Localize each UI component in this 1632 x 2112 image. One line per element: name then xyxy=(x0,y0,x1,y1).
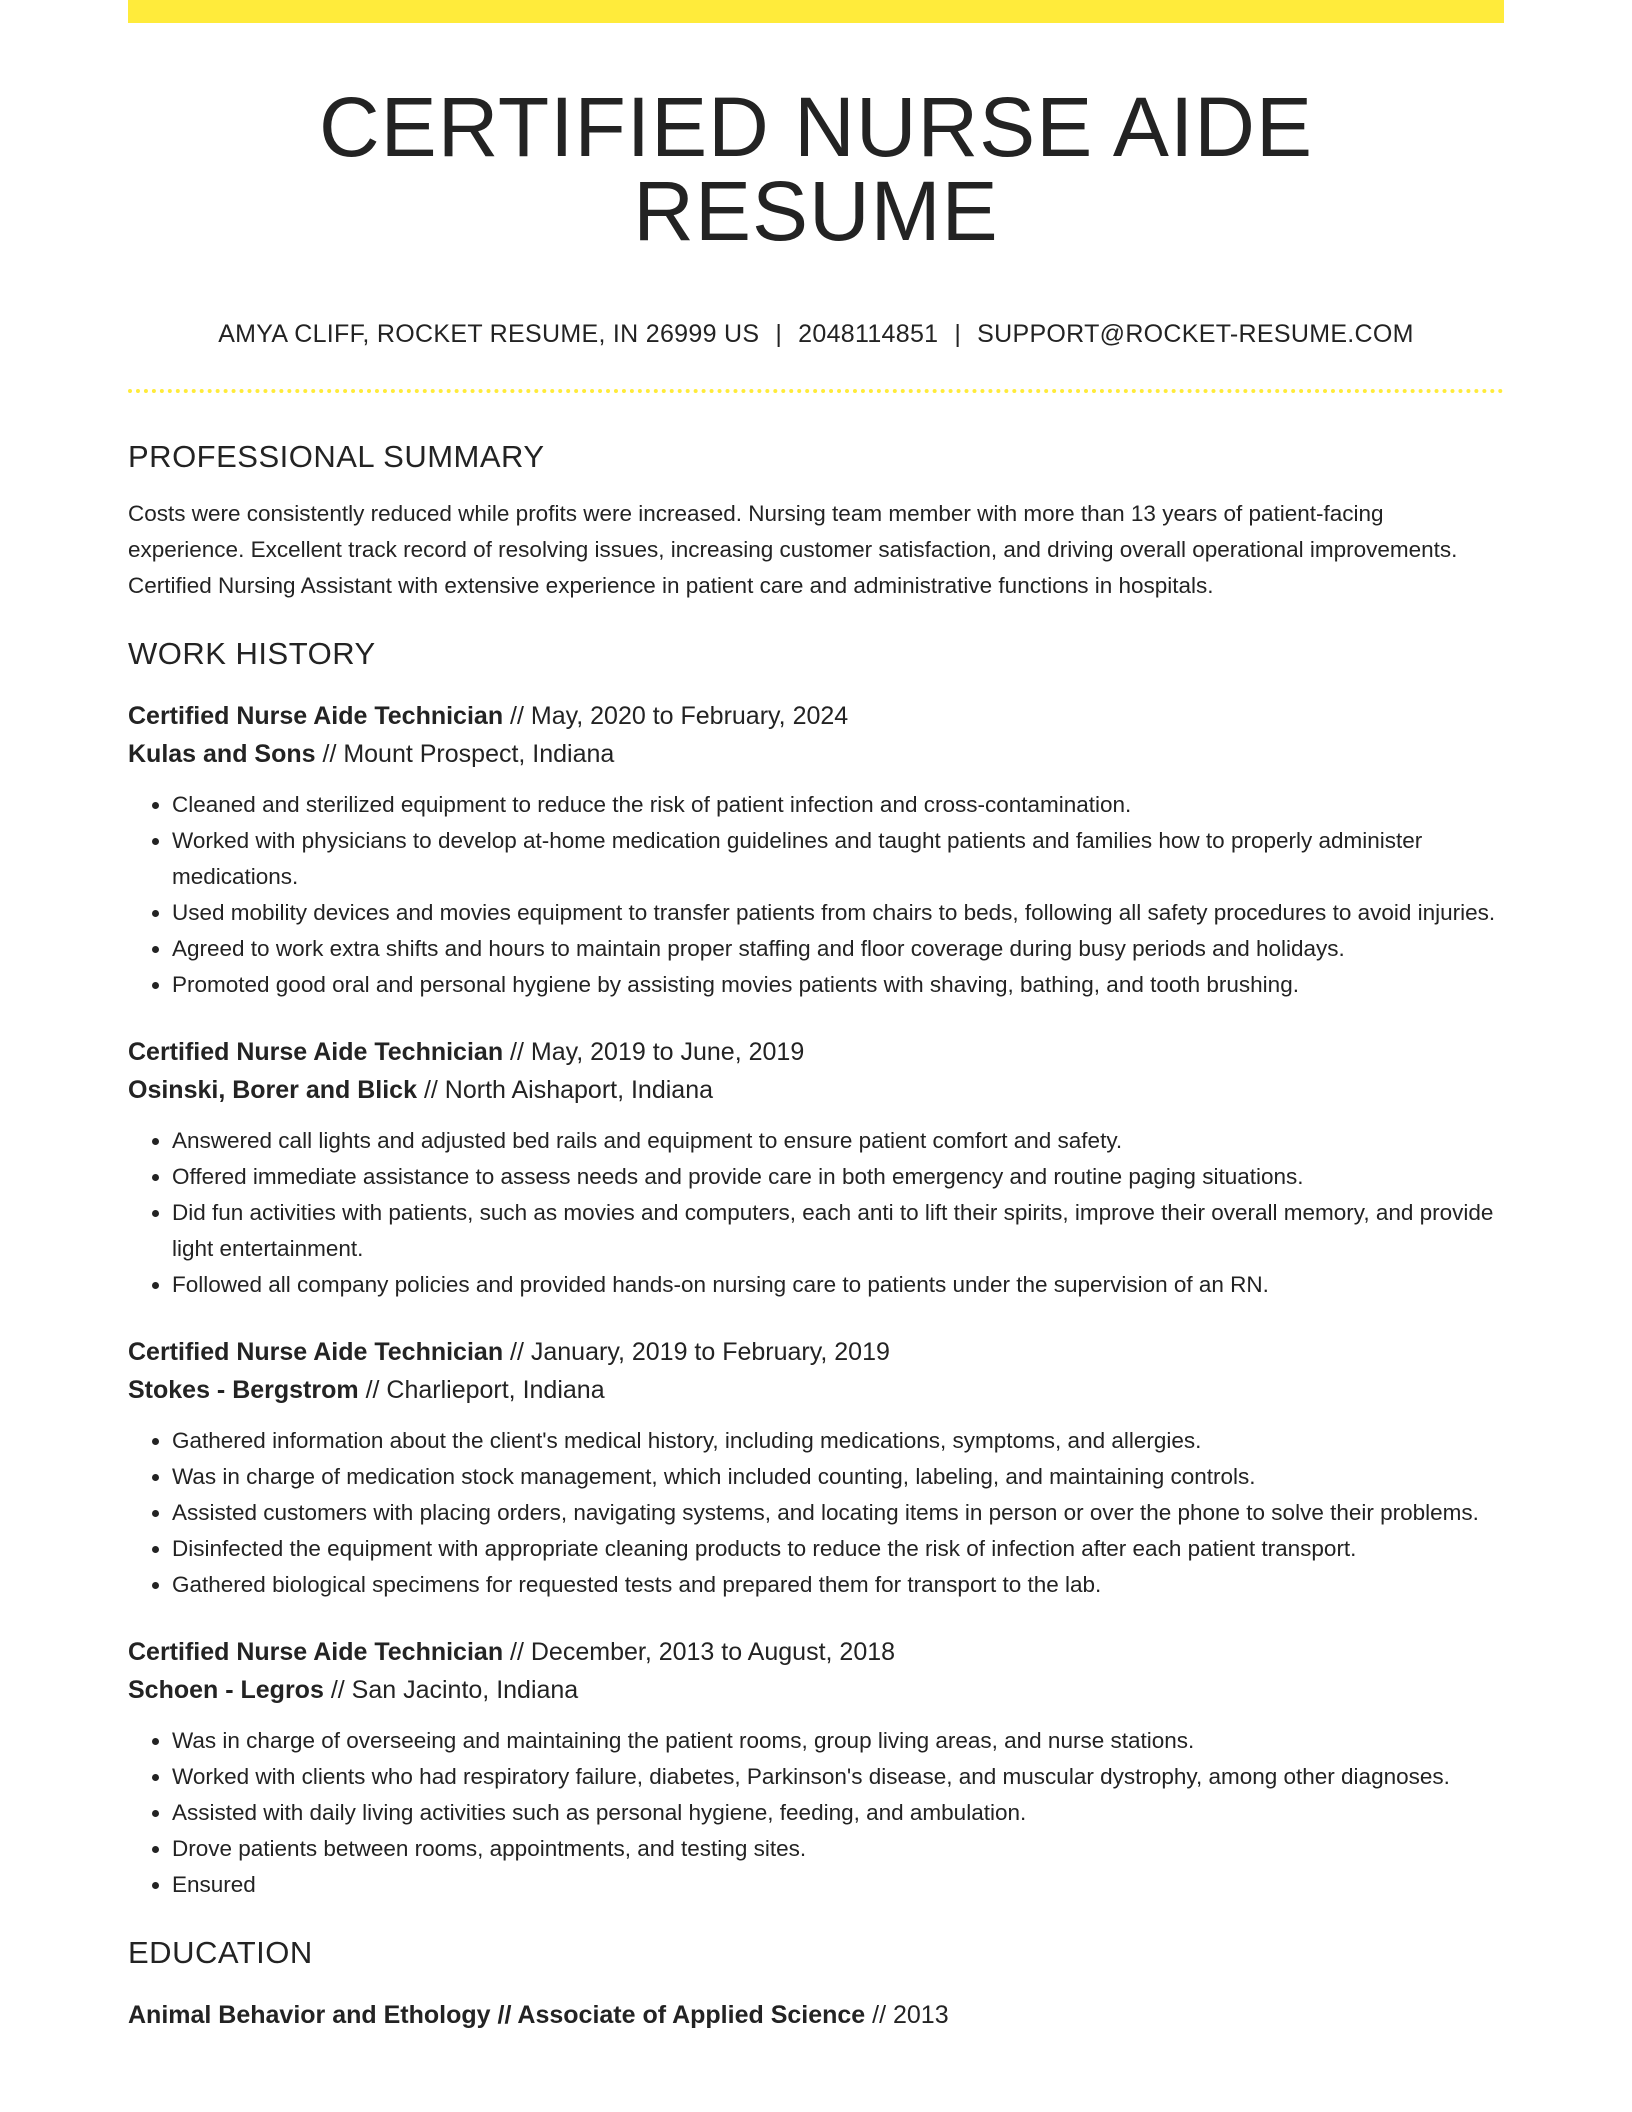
job-duty-item: • Followed all company policies and provided hands-on nursing care to patients under the supervision of an RN. xyxy=(172,1267,1504,1303)
job-duties-list xyxy=(128,1123,1504,1303)
job-company: Osinski, Borer and Blick xyxy=(128,1076,417,1104)
job-entry xyxy=(128,1033,1504,1303)
education-degree: Animal Behavior and Ethology // Associate of Applied Science xyxy=(128,2001,866,2029)
job-dates: // May, 2020 to February, 2024 xyxy=(503,702,849,730)
contact-line xyxy=(128,322,1504,347)
job-company: Kulas and Sons xyxy=(128,740,316,768)
job-company: Schoen - Legros xyxy=(128,1676,324,1704)
job-location: // Mount Prospect, Indiana xyxy=(315,740,615,768)
job-location: // North Aishaport, Indiana xyxy=(417,1076,714,1104)
resume-page xyxy=(128,0,1504,2034)
job-title-line xyxy=(128,697,1504,735)
summary-heading: PROFESSIONAL SUMMARY xyxy=(128,439,545,474)
job-duties-list xyxy=(128,1423,1504,1603)
work-history-list xyxy=(128,697,1504,1903)
job-company-line xyxy=(128,1671,1504,1709)
job-title-line xyxy=(128,1633,1504,1671)
job-duty-item: • Agreed to work extra shifts and hours to maintain proper staffing and floor coverage during busy periods and holidays. xyxy=(172,931,1504,967)
job-dates: // May, 2019 to June, 2019 xyxy=(503,1038,805,1066)
job-company: Stokes - Bergstrom xyxy=(128,1376,359,1404)
job-duties-list xyxy=(128,787,1504,1003)
job-role: Certified Nurse Aide Technician xyxy=(128,702,504,730)
job-location: // San Jacinto, Indiana xyxy=(323,1676,579,1704)
job-entry xyxy=(128,1633,1504,1903)
job-dates: // December, 2013 to August, 2018 xyxy=(503,1638,896,1666)
job-title-line xyxy=(128,1333,1504,1371)
contact-email: SUPPORT@ROCKET-RESUME.COM xyxy=(977,320,1414,348)
job-duty-item: • Promoted good oral and personal hygiene by assisting movies patients with shaving, bathing, and tooth brushing. xyxy=(172,967,1504,1003)
top-accent-bar xyxy=(128,0,1504,23)
job-entry xyxy=(128,697,1504,1003)
job-duty-item: • Was in charge of overseeing and maintaining the patient rooms, group living areas, and nurse stations. xyxy=(172,1723,1504,1759)
job-duty-item: • Assisted customers with placing orders, navigating systems, and locating items in person or over the phone to solve their problems. xyxy=(172,1495,1504,1531)
contact-phone: 2048114851 xyxy=(798,320,939,348)
job-duty-item: • Was in charge of medication stock management, which included counting, labeling, and maintaining controls. xyxy=(172,1459,1504,1495)
contact-separator: | xyxy=(954,320,962,348)
job-company-line xyxy=(128,735,1504,773)
job-duty-item: • Gathered information about the client's medical history, including medications, symptoms, and allergies. xyxy=(172,1423,1504,1459)
job-duty-item: • Gathered biological specimens for requested tests and prepared them for transport to the lab. xyxy=(172,1567,1504,1603)
job-duty-item: • Answered call lights and adjusted bed rails and equipment to ensure patient comfort and safety. xyxy=(172,1123,1504,1159)
education-heading: EDUCATION xyxy=(128,1935,313,1970)
job-duty-item: • Assisted with daily living activities such as personal hygiene, feeding, and ambulation. xyxy=(172,1795,1504,1831)
education-year: // 2013 xyxy=(865,2001,949,2029)
job-entry xyxy=(128,1333,1504,1603)
job-duty-item: • Worked with clients who had respiratory failure, diabetes, Parkinson's disease, and muscular dystrophy, among other diagnoses. xyxy=(172,1759,1504,1795)
job-duty-item: • Drove patients between rooms, appointments, and testing sites. xyxy=(172,1831,1504,1867)
job-duty-item: • Used mobility devices and movies equipment to transfer patients from chairs to beds, following all safety procedures to avoid injuries. xyxy=(172,895,1504,931)
job-title-line xyxy=(128,1033,1504,1071)
dotted-divider xyxy=(128,389,1504,393)
job-duty-item: • Worked with physicians to develop at-home medication guidelines and taught patients and families how to properly administer medications. xyxy=(172,823,1504,895)
contact-separator: | xyxy=(775,320,783,348)
job-location: // Charlieport, Indiana xyxy=(358,1376,605,1404)
job-duty-item: • Cleaned and sterilized equipment to reduce the risk of patient infection and cross-contamination. xyxy=(172,787,1504,823)
contact-address: AMYA CLIFF, ROCKET RESUME, IN 26999 US xyxy=(218,320,760,348)
job-duty-item: • Ensured xyxy=(172,1867,1504,1903)
job-role: Certified Nurse Aide Technician xyxy=(128,1338,504,1366)
summary-text: Costs were consistently reduced while profits were increased. Nursing team member with more than 13 years of patient-facing experience. Excellent track record of resolving issues, increasing customer satisfaction, and driving overall operational improvements. Certified Nursing Assistant with extensive experience in patient care and administrative functions in hospitals. xyxy=(128,501,1458,598)
work-history-heading: WORK HISTORY xyxy=(128,636,376,671)
job-company-line xyxy=(128,1371,1504,1409)
job-duties-list xyxy=(128,1723,1504,1903)
job-company-line xyxy=(128,1071,1504,1109)
job-duty-item: • Disinfected the equipment with appropriate cleaning products to reduce the risk of infection after each patient transport. xyxy=(172,1531,1504,1567)
resume-title: CERTIFIED NURSE AIDE RESUME xyxy=(319,80,1313,258)
job-role: Certified Nurse Aide Technician xyxy=(128,1038,504,1066)
job-duty-item: • Did fun activities with patients, such as movies and computers, each anti to lift their spirits, improve their overall memory, and provide light entertainment. xyxy=(172,1195,1504,1267)
job-dates: // January, 2019 to February, 2019 xyxy=(503,1338,890,1366)
job-role: Certified Nurse Aide Technician xyxy=(128,1638,504,1666)
education-entry xyxy=(128,1996,1504,2034)
job-duty-item: • Offered immediate assistance to assess needs and provide care in both emergency and routine paging situations. xyxy=(172,1159,1504,1195)
